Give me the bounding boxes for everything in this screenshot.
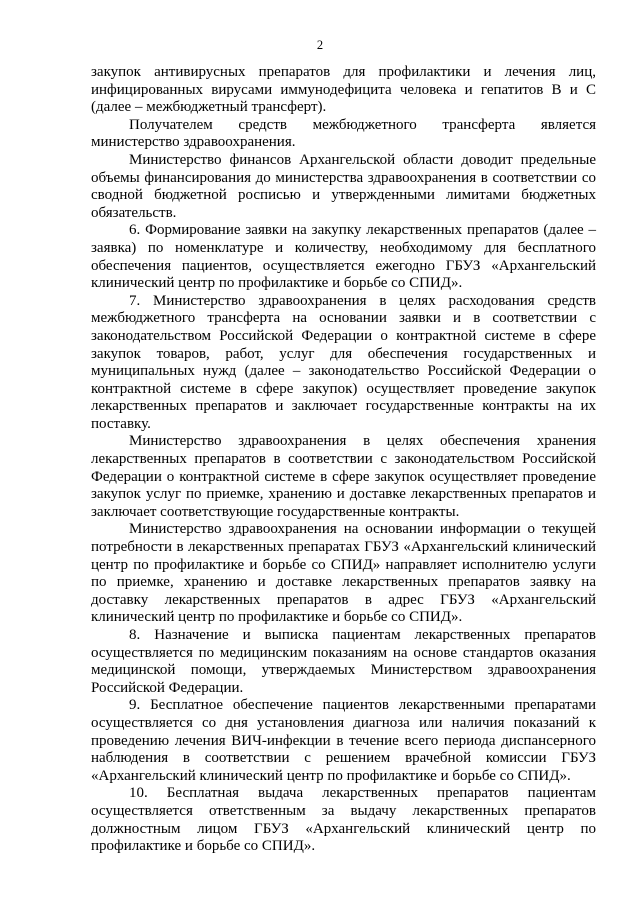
- paragraph-storage-contracts: Министерство здравоохранения в целях обеспечения хранения лекарственных препаратов в соответствии с законодательством Российской Федерации о контрактной системе в сфере закупок осуществляет проведение закупок услуг по приемке, хранению и доставке лекарственных препаратов и заключает соответствующие государственные контракты.: [91, 433, 596, 520]
- paragraph-finance-limits: Министерство финансов Архангельской области доводит предельные объемы финансирования до министерства здравоохранения в соответствии со сводной бюджетной росписью и утвержденными лимитами бюджетных обязательств.: [91, 151, 596, 221]
- paragraph-item-7: 7. Министерство здравоохранения в целях расходования средств межбюджетного трансферта на основании заявки и в соответствии с законодательством Российской Федерации о контрактной системе в сфере закупок товаров, работ, услуг для обеспечения государственных и муниципальных нужд (далее – законодательство Российской Федерации о контрактной системе в сфере закупок) осуществляет проведение закупок лекарственных препаратов и заключает государственные контракты на их поставку.: [91, 292, 596, 432]
- paragraph-item-10: 10. Бесплатная выдача лекарственных препаратов пациентам осуществляется ответственным за выдачу лекарственных препаратов должностным лицом ГБУЗ «Архангельский клинический центр по профилактике и борьбе со СПИД».: [91, 785, 596, 855]
- paragraph-delivery-request: Министерство здравоохранения на основании информации о текущей потребности в лекарственных препаратах ГБУЗ «Архангельский клинический центр по профилактике и борьбе со СПИД» направляет исполнителю услуги по приемке, хранению и доставке лекарственных препаратов заявку на доставку лекарственных препаратов в адрес ГБУЗ «Архангельский клинический центр по профилактике и борьбе со СПИД».: [91, 521, 596, 626]
- page-number: 2: [316, 38, 324, 52]
- paragraph-recipient: Получателем средств межбюджетного трансферта является министерство здравоохранения.: [91, 116, 596, 151]
- paragraph-item-6: 6. Формирование заявки на закупку лекарственных препаратов (далее – заявка) по номенклатуре и количеству, необходимому для бесплатного обеспечения пациентов, осуществляется ежегодно ГБУЗ «Архангельский клинический центр по профилактике и борьбе со СПИД».: [91, 222, 596, 292]
- paragraph-item-8: 8. Назначение и выписка пациентам лекарственных препаратов осуществляется по медицинским показаниям на основе стандартов оказания медицинской помощи, утверждаемых Министерством здравоохранения Российской Федерации.: [91, 627, 596, 696]
- paragraph-continuation: закупок антивирусных препаратов для профилактики и лечения лиц, инфицированных вирусами иммунодефицита человека и гепатитов В и С (далее – межбюджетный трансферт).: [91, 64, 596, 116]
- body-text: [91, 64, 596, 856]
- paragraph-item-9: 9. Бесплатное обеспечение пациентов лекарственными препаратами осуществляется со дня установления диагноза или наличия показаний к проведению лечения ВИЧ-инфекции в течение всего периода диспансерного наблюдения в соответствии с решением врачебной комиссии ГБУЗ «Архангельский клинический центр по профилактике и борьбе со СПИД».: [91, 697, 596, 784]
